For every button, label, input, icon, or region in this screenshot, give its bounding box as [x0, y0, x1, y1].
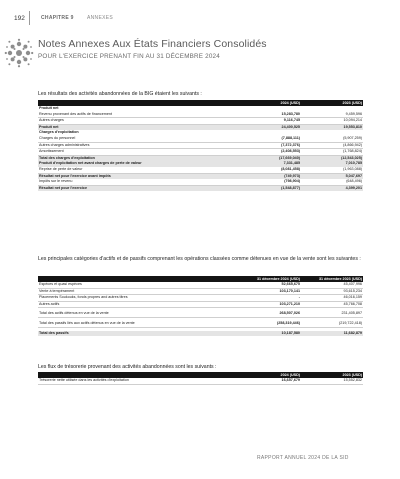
- page-title: Notes Annexes Aux États Financiers Consolidés: [38, 38, 267, 50]
- table-row: [38, 331, 363, 337]
- row-value: 4,399,201: [301, 185, 363, 191]
- row-label: Trésorerie nette utilisée dans les activités d'exploitation: [38, 378, 241, 384]
- row-value: (4,866,942): [301, 142, 363, 149]
- row-label: Revenu provenant des actifs de financement: [38, 112, 241, 118]
- table-row: [38, 142, 363, 149]
- row-value: (1,548,877): [241, 185, 301, 191]
- section1-intro: Les résultats des activités abandonnées de la BIG étaient les suivants :: [38, 91, 202, 97]
- row-value: (219,722,418): [301, 321, 363, 327]
- row-value: 15,283,780: [241, 112, 301, 118]
- row-label: Total des charges d'exploitation: [38, 155, 241, 161]
- row-value: 103,170,141: [241, 288, 301, 295]
- row-value: 9,116,745: [241, 118, 301, 125]
- footer-text: RAPPORT ANNUEL 2024 DE LA SID: [257, 455, 349, 461]
- row-value: (749,973): [241, 173, 301, 179]
- chapter-label: CHAPITRE 9: [41, 15, 74, 21]
- row-value: (12,543,025): [301, 155, 363, 161]
- row-value: 268,507,026: [241, 311, 301, 317]
- row-value: 16,657,679: [241, 378, 301, 384]
- row-value: -: [241, 295, 301, 302]
- table-row: [38, 118, 363, 125]
- row-value: 7,331,485: [241, 161, 301, 167]
- page-subtitle: POUR L'EXERCICE PRENANT FIN AU 31 DÉCEMBRE 2024: [38, 53, 220, 60]
- row-label: Autres charges: [38, 118, 241, 125]
- row-value: 11,682,879: [301, 331, 363, 337]
- row-value: 10,094,214: [301, 118, 363, 125]
- row-label: Résultat net pour l'exercice: [38, 185, 241, 191]
- table-row: [38, 295, 363, 302]
- column-header: 2024 (USD): [241, 372, 301, 378]
- row-label: Charges du personnel: [38, 136, 241, 142]
- row-value: 10,187,580: [241, 331, 301, 337]
- row-label: Produit net: [38, 124, 241, 130]
- section2-intro: Les principales catégories d'actifs et de passifs comprenant les opérations classées comme détenues en vue de la vente sont les suivantes :: [38, 256, 361, 262]
- row-label: Espèces et quasi espèces: [38, 282, 241, 288]
- row-label: Charges d'exploitation: [39, 130, 79, 135]
- table-row: [38, 378, 363, 384]
- table-row: [38, 149, 363, 156]
- row-value: 46,016,159: [301, 295, 363, 302]
- section-label: ANNEXES: [87, 15, 113, 21]
- row-value: 52,665,675: [241, 282, 301, 288]
- column-header: 2023 (USD): [301, 100, 363, 106]
- section3-intro: Les flux de trésorerie provenant des activités abandonnées sont les suivants :: [38, 364, 217, 370]
- row-value: (17,669,040): [241, 155, 301, 161]
- row-label: Placements Soukouks, fonds propres and autres titres: [38, 295, 241, 302]
- row-value: 7,010,785: [301, 161, 363, 167]
- assets-liabilities-table: [38, 276, 363, 336]
- row-value: 45,766,708: [301, 301, 363, 308]
- row-value: (7,888,111): [241, 136, 301, 142]
- row-value: (258,319,446): [241, 321, 301, 327]
- row-value: (798,904): [241, 179, 301, 185]
- row-value: 24,400,525: [241, 124, 301, 130]
- row-value: 93,615,234: [301, 288, 363, 295]
- row-value: (1,768,824): [301, 149, 363, 156]
- row-label: Produit net: [39, 106, 59, 110]
- table-row: [38, 301, 363, 308]
- table-row: [38, 185, 363, 191]
- row-label: Total des passifs liés aux actifs détenus en vue de la vente: [38, 321, 241, 327]
- discontinued-results-table: [38, 100, 363, 191]
- row-value: (648,496): [301, 179, 363, 185]
- row-label: Résultat net pour l'exercice avant impôts: [38, 173, 241, 179]
- row-label: Autres charges administratives: [38, 142, 241, 149]
- header-divider: [29, 11, 30, 25]
- row-label: Impôts sur le revenu: [38, 179, 241, 185]
- row-value: (8,081,458): [241, 167, 301, 173]
- ornament-logo-icon: [4, 38, 34, 68]
- row-value: 9,459,596: [301, 112, 363, 118]
- row-label: Autres actifs: [38, 301, 241, 308]
- page-number: 192: [14, 15, 25, 22]
- column-header: 2024 (USD): [241, 100, 301, 106]
- row-label: Total des actifs détenus en vue de la vente: [38, 311, 241, 317]
- row-value: 45,407,996: [301, 282, 363, 288]
- row-value: (1,963,088): [301, 167, 363, 173]
- row-value: (2,408,553): [241, 149, 301, 156]
- row-label: Reprise de perte de valeur: [38, 167, 241, 173]
- column-header: 31 décembre 2023 (USD): [301, 276, 363, 282]
- row-value: (5,907,259): [301, 136, 363, 142]
- table-row: [38, 288, 363, 295]
- row-value: 15,552,832: [301, 378, 363, 384]
- row-label: Total des passifs: [38, 331, 241, 337]
- column-header: 31 décembre 2024 (USD): [241, 276, 301, 282]
- row-label: Vente à tempérament: [38, 288, 241, 295]
- row-value: 103,271,210: [241, 301, 301, 308]
- row-value: (7,372,376): [241, 142, 301, 149]
- row-label: Produit d'exploitation net avant charges de perte de valeur: [38, 161, 241, 167]
- row-label: Amortissement: [38, 149, 241, 156]
- row-value: 19,553,810: [301, 124, 363, 130]
- row-value: 231,405,897: [301, 311, 363, 317]
- page-header: [0, 0, 400, 32]
- column-header: 2023 (USD): [301, 372, 363, 378]
- row-value: 5,047,697: [301, 173, 363, 179]
- cash-flows-table: [38, 372, 363, 385]
